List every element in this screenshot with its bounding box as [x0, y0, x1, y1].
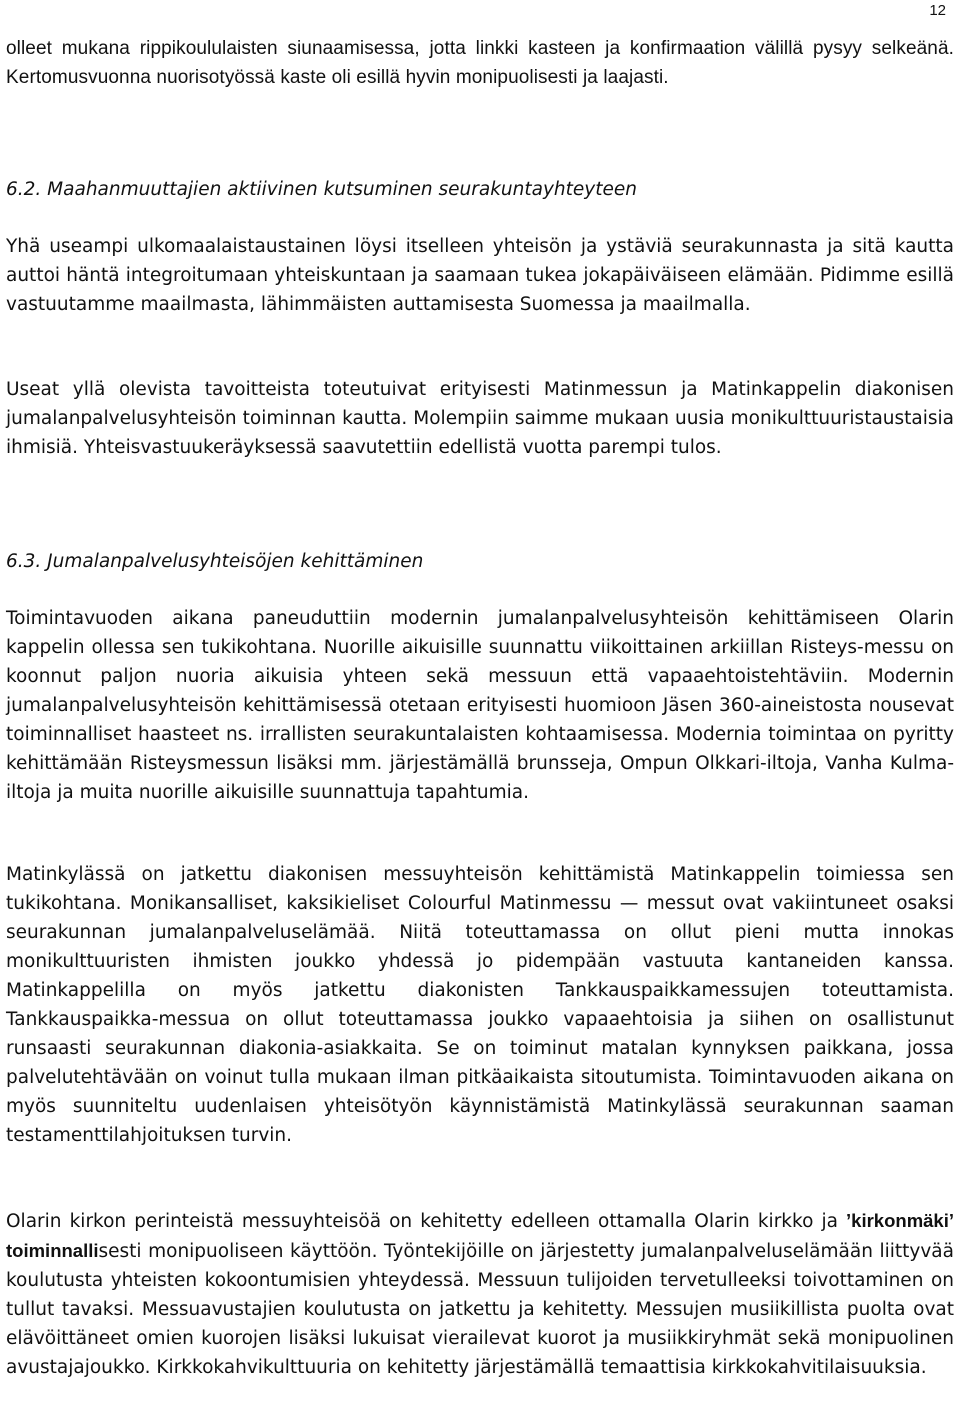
emphasized-phrase: ’kirkonmäki’ toiminnalli: [6, 1210, 954, 1261]
section-heading-6-3: 6.3. Jumalanpalvelusyhteisöjen kehittäminen: [6, 551, 424, 572]
section-6-2-paragraph-1: Yhä useampi ulkomaalaistaustainen löysi itselleen yhteisön ja ystäviä seurakunnasta ja sitä kautta auttoi häntä integroitumaan yhteiskuntaan ja saamaan tukea jokapäiväiseen elämään. Pidimme esillä vastuutamme maailmasta, lähimmäisten auttamisesta Suomessa ja maailmalla.: [6, 236, 954, 315]
intro-paragraph: olleet mukana rippikoululaisten siunaamisessa, jotta linkki kasteen ja konfirmaation välillä pysyy selkeänä. Kertomusvuonna nuorisotyössä kaste oli esillä hyvin monipuolisesti ja laajasti.: [6, 38, 954, 88]
section-6-3-paragraph-2: Matinkylässä on jatkettu diakonisen messuyhteisön kehittämistä Matinkappelin toimiessa sen tukikohtana. Monikansalliset, kaksikieliset Colourful Matinmessu — messut ovat vakiintuneet osaksi seurakunnan jumalanpalveluselämää. Niitä toteuttamassa on ollut pieni mutta innokas monikulttuuristen ihmisten joukko yhdessä jo pidempään vastuuta kantaneiden kanssa. Matinkappelilla on myös jatkettu diakonisten Tankkauspaikkamessujen toteuttamista. Tankkauspaikka-messua on ollut toteuttamassa joukko vapaaehtoisia ja siihen on osallistunut runsaasti seurakunnan diakonia-asiakkaita. Se on toiminut matalan kynnyksen paikkana, jossa palvelutehtävään on voinut tulla mukaan ilman pitkäaikaista sitoutumista. Toimintavuoden aikana on myös suunniteltu uudenlaisen yhteisötyön käynnistämistä Matinkylässä seurakunnan saaman testamenttilahjoituksen turvin.: [6, 864, 954, 1146]
section-6-2-paragraph-2: Useat yllä olevista tavoitteista toteutuivat erityisesti Matinmessun ja Matinkappelin diakonisen jumalanpalvelusyhteisön toiminnan kautta. Molempiin saimme mukaan uusia monikulttuuristaustaisia ihmisiä. Yhteisvastuukeräyksessä saavutettiin edellistä vuotta parempi tulos.: [6, 379, 954, 458]
section-6-3-paragraph-3: [6, 1206, 954, 1382]
section-6-3-paragraph-1: Toimintavuoden aikana paneuduttiin modernin jumalanpalvelusyhteisön kehittämiseen Olarin kappelin ollessa sen tukikohtana. Nuorille aikuisille suunnattu viikoittainen arkiillan Risteys-messu on koonnut paljon nuoria aikuisia yhteen sekä messuun että vapaaehtoistehtäviin. Modernin jumalanpalvelusyhteisön kehittämisessä otetaan erityisesti huomioon Jäsen 360-aineistosta nousevat toiminnalliset haasteet ns. irrallisten seurakuntalaisten kohtaamisessa. Modernia toimintaa on pyritty kehittämään Risteysmessun lisäksi mm. järjestämällä brunsseja, Ompun Olkkari-iltoja, Vanha Kulma-iltoja ja muita nuorille aikuisille suunnattuja tapahtumia.: [6, 608, 954, 803]
paragraph-text-rest: sesti monipuoliseen käyttöön. Työntekijöille on järjestetty jumalanpalveluselämään liittyvää koulutusta yhteisten kokoontumisien yhteydessä. Messuun tulijoiden tervetulleeksi toivottaminen on tullut tavaksi. Messuavustajien koulutusta on jatkettu ja kehitetty. Messujen musiikillista puolta ovat elävöittäneet omien kuorojen lisäksi lukuisat vierailevat kuorot ja musiikkiryhmät sekä monipuolinen avustajajoukko. Kirkkokahvikulttuuria on kehitetty järjestämällä temaattisia kirkkokahvitilaisuuksia.: [6, 1241, 954, 1378]
paragraph-text-start: Olarin kirkon perinteistä messuyhteisöä on kehitetty edelleen ottamalla Olarin kirkko ja: [6, 1211, 847, 1232]
section-heading-6-2: 6.2. Maahanmuuttajien aktiivinen kutsuminen seurakuntayhteyteen: [6, 179, 637, 200]
page-number: 12: [929, 2, 946, 19]
